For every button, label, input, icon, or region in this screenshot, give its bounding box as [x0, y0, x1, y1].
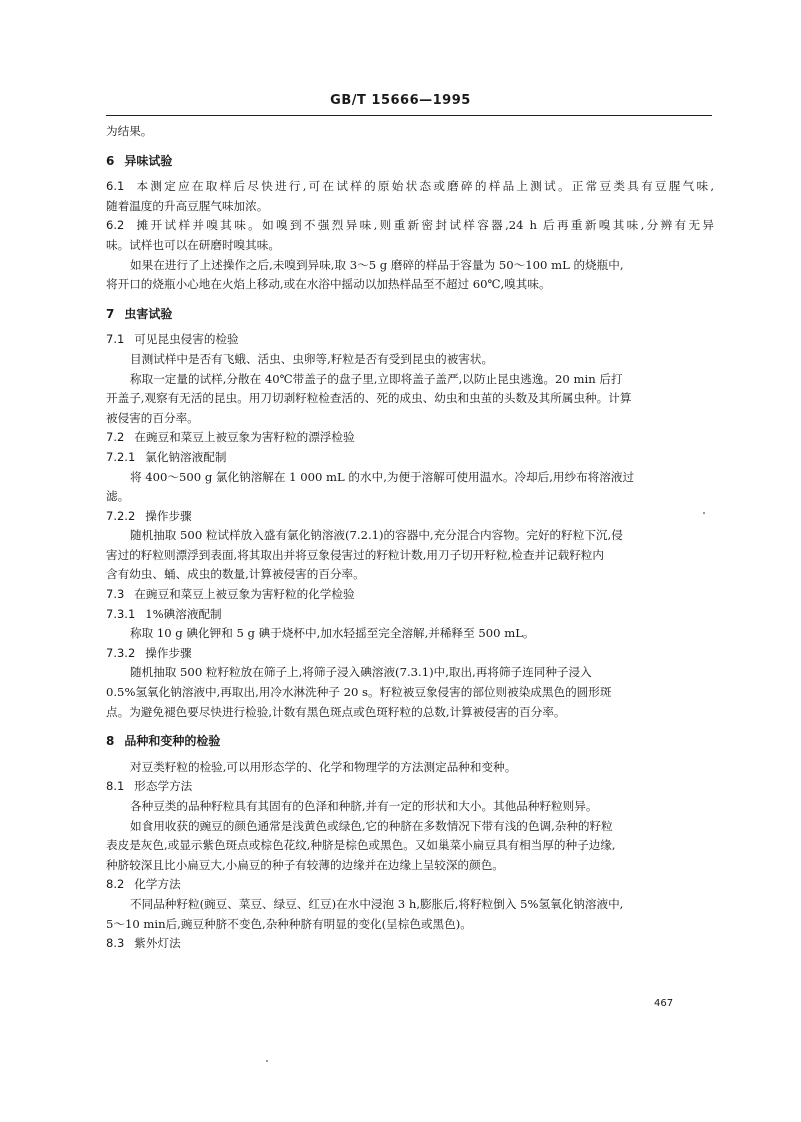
para-8-2-line-2: 5～10 min后,豌豆种脐不变色,杂种种脐有明显的变化(呈棕色或黑色)。 — [106, 916, 472, 931]
scan-speck — [266, 1060, 268, 1062]
clause-number: 7.2.2 — [106, 508, 136, 523]
clause-title: 1%碘溶液配制 — [145, 606, 222, 621]
para-7-3-1-line-1: 称取 10 g 碘化钾和 5 g 碘于烧杯中,加水轻摇至完全溶解,并稀释至 500 mL。 — [130, 626, 535, 641]
clause-number: 6.2 — [106, 218, 125, 233]
para-8-1-line-2: 如食用收获的豌豆的颜色通常是浅黄色或绿色,它的种脐在多数情况下带有浅的色调,杂种的籽粒 — [130, 818, 613, 833]
para-6-2-line-2: 味。试样也可以在研磨时嗅其味。 — [106, 237, 280, 252]
clause-7-3-1-heading — [106, 605, 714, 625]
para-text: 摊开试样并嗅其味。如嗅到不强烈异味,则重新密封试样容器,24 h 后再重新嗅其味,分辨有无异 — [134, 218, 714, 233]
para-8-1-line-4: 种脐较深且比小扁豆大,小扁豆的种子有较薄的边缘并在边缘上呈较深的颜色。 — [106, 857, 504, 872]
clause-title: 在豌豆和菜豆上被豆象为害籽粒的化学检验 — [134, 587, 355, 602]
clause-7-2-2-heading — [106, 507, 714, 527]
para-6-1-line-1 — [106, 177, 714, 197]
clause-7-2-heading — [106, 428, 714, 448]
para-8-1-line-1: 各种豆类的品种籽粒具有其固有的色泽和种脐,并有一定的形状和大小。其他品种籽粒则异。 — [130, 799, 598, 813]
para-6-2-line-1 — [106, 216, 714, 236]
header-rule — [106, 115, 712, 116]
clause-number: 7.2 — [106, 430, 125, 445]
standard-number: GB/T 15666—1995 — [330, 93, 471, 108]
clause-number: 7.3.2 — [106, 645, 136, 660]
clause-number: 6.1 — [106, 179, 125, 194]
clause-7-1-heading — [106, 330, 714, 350]
para-7-2-2-line-1: 随机抽取 500 粒试样放入盛有氯化钠溶液(7.2.1)的容器中,充分混合内容物。完好的籽粒下沉,侵 — [130, 528, 623, 543]
para-7-2-1-line-1: 将 400～500 g 氯化钠溶解在 1 000 mL 的水中,为便于溶解可使用温水。冷却后,用纱布将溶液过 — [130, 469, 635, 484]
clause-title: 操作步骤 — [145, 645, 192, 660]
para-7-3-2-line-2: 0.5%氢氧化钠溶液中,再取出,用冷水淋洗种子 20 s。籽粒被豆象侵害的部位则被染成黑色的圆形斑 — [106, 685, 612, 700]
section-number: 8 — [106, 734, 115, 749]
clause-title: 化学方法 — [134, 877, 181, 892]
document-header — [0, 93, 801, 108]
document-body — [106, 122, 714, 954]
para-7-3-2-line-3: 点。为避免褪色要尽快进行检验,计数有黑色斑点或色斑籽粒的总数,计算被侵害的百分率。 — [106, 704, 566, 719]
clause-number: 7.3.1 — [106, 606, 136, 621]
para-7-3-2-line-1: 随机抽取 500 粒籽粒放在筛子上,将筛子浸入碘溶液(7.3.1)中,取出,再将筛子连同种子浸入 — [130, 665, 592, 680]
para-6-1-line-2: 随着温度的升高豆腥气味加浓。 — [106, 198, 269, 213]
para-8-1-line-3: 表皮是灰色,或显示紫色斑点或棕色花纹,种脐是棕色或黑色。又如巢菜小扁豆具有相当厚的种子边缘, — [106, 838, 616, 853]
section-number: 6 — [106, 153, 115, 168]
section-number: 7 — [106, 306, 115, 321]
section-title: 异味试验 — [124, 153, 173, 168]
clause-8-3-heading — [106, 934, 714, 954]
para-8-intro: 对豆类籽粒的检验,可以用形态学的、化学和物理学的方法测定品种和变种。 — [130, 759, 517, 774]
para-text: 本测定应在取样后尽快进行,可在试样的原始状态或磨碎的样品上测试。正常豆类具有豆腥气味, — [134, 179, 714, 194]
clause-title: 可见昆虫侵害的检验 — [134, 332, 239, 347]
clause-7-3-heading — [106, 585, 714, 605]
para-7-1-line-3: 开盖子,观察有无活的昆虫。用刀切剥籽粒检查活的、死的成虫、幼虫和虫茧的头数及其所属虫种。计算 — [106, 391, 632, 406]
clause-title: 形态学方法 — [134, 779, 193, 794]
clause-number: 7.2.1 — [106, 449, 136, 464]
clause-number: 8.2 — [106, 877, 125, 892]
clause-title: 氯化钠溶液配制 — [145, 449, 227, 464]
clause-number: 8.3 — [106, 936, 125, 951]
clause-number: 8.1 — [106, 779, 125, 794]
section-title: 品种和变种的检验 — [124, 734, 221, 749]
section-title: 虫害试验 — [124, 306, 173, 321]
scan-speck — [703, 512, 705, 514]
clause-title: 操作步骤 — [145, 508, 192, 523]
para-6-3-line-1: 如果在进行了上述操作之后,未嗅到异味,取 3～5 g 磨碎的样品于容量为 50～100 mL 的烧瓶中, — [130, 257, 624, 272]
intro-line: 为结果。 — [106, 124, 153, 138]
para-7-2-2-line-2: 害过的籽粒则漂浮到表面,将其取出并将豆象侵害过的籽粒计数,用刀子切开籽粒,检查并记载籽粒内 — [106, 547, 604, 562]
page-number: 467 — [654, 998, 674, 1009]
section-7-heading — [106, 305, 714, 325]
para-7-2-1-line-2: 滤。 — [106, 489, 130, 504]
para-7-1-line-4: 被侵害的百分率。 — [106, 410, 199, 425]
clause-8-1-heading — [106, 777, 714, 797]
para-7-1-line-1: 目测试样中是否有飞蛾、活虫、虫卵等,籽粒是否有受到昆虫的被害状。 — [130, 351, 494, 366]
clause-number: 7.3 — [106, 587, 125, 602]
clause-8-2-heading — [106, 875, 714, 895]
section-8-heading — [106, 732, 714, 752]
para-7-2-2-line-3: 含有幼虫、蛹、成虫的数量,计算被侵害的百分率。 — [106, 567, 365, 582]
para-7-1-line-2: 称取一定量的试样,分散在 40℃带盖子的盘子里,立即将盖子盖严,以防止昆虫逃逸。20 min 后打 — [130, 371, 623, 386]
clause-7-2-1-heading — [106, 448, 714, 468]
clause-7-3-2-heading — [106, 644, 714, 664]
clause-title: 在豌豆和菜豆上被豆象为害籽粒的漂浮检验 — [134, 430, 355, 445]
para-6-3-line-2: 将开口的烧瓶小心地在火焰上移动,或在水浴中摇动以加热样品至不超过 60℃,嗅其味。 — [106, 277, 551, 292]
clause-number: 7.1 — [106, 332, 125, 347]
section-6-heading — [106, 152, 714, 172]
clause-title: 紫外灯法 — [134, 936, 181, 951]
para-8-2-line-1: 不同品种籽粒(豌豆、菜豆、绿豆、红豆)在水中浸泡 3 h,膨胀后,将籽粒倒入 5%氢氧化钠溶液中, — [130, 896, 624, 911]
